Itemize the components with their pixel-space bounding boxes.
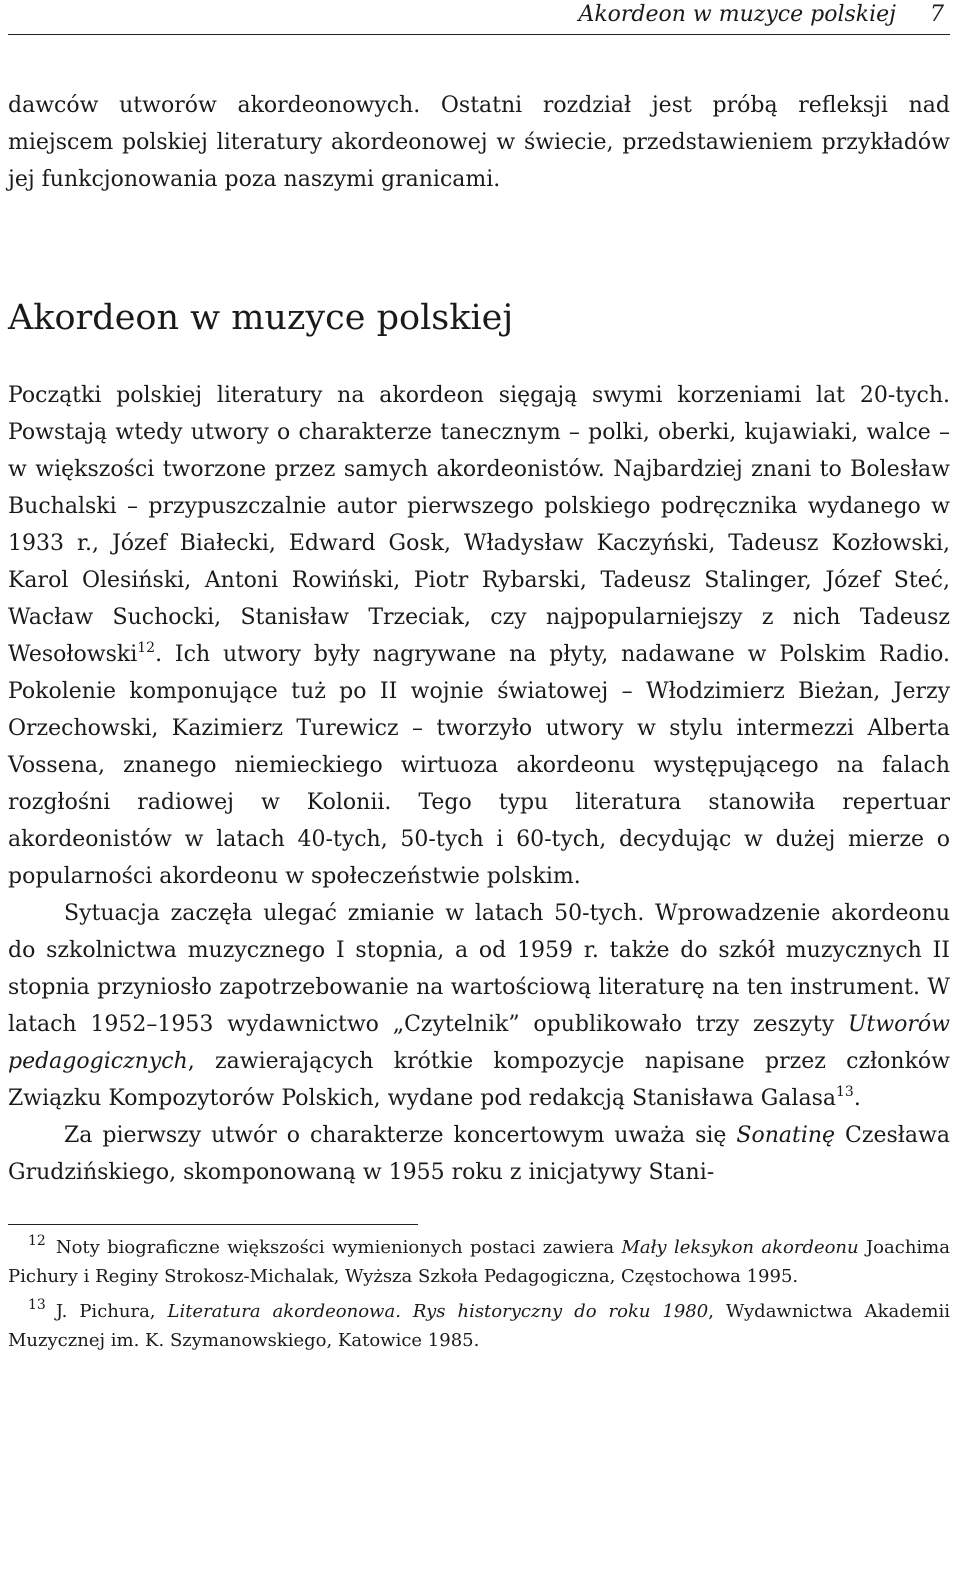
footnote-text-after: Joachima Pichury i Reginy Strokosz-Michalak, Wyższa Szkoła Pedagogiczna, Częstochowa 1995.	[8, 1237, 950, 1287]
footnote-text: J. Pichura,	[55, 1301, 168, 1322]
intro-paragraph: dawców utworów akordeonowych. Ostatni rozdział jest próbą refleksji nad miejscem polskiej literatury akordeonowej w świecie, przedstawieniem przykładów jej funkcjonowania poza naszymi granicami.	[8, 93, 950, 192]
paragraph-2-text-after: , zawierających krótkie kompozycje napisane przez członków Związku Kompozytorów Polskich, wydane pod redakcją Stanisława Galasa	[8, 1049, 950, 1111]
paragraph-2	[8, 895, 950, 1117]
footnotes	[8, 1233, 950, 1355]
footnote-text-after: , Wydawnictwa Akademii Muzycznej im. K. Szymanowskiego, Katowice 1985.	[8, 1301, 950, 1351]
paragraph-3-text-after: Czesława Grudzińskiego, skomponowaną w 1955 roku z inicjatywy Stani-	[8, 1123, 950, 1185]
page	[8, 0, 950, 1361]
footnote-13	[8, 1297, 950, 1355]
footnote-italic: Mały leksykon akordeonu	[621, 1237, 859, 1258]
paragraph-2-text: Sytuacja zaczęła ulegać zmianie w latach 50-tych. Wprowadzenie akordeonu do szkolnictwa muzycznego I stopnia, a od 1959 r. także do szkół muzycznych II stopnia przyniosło zapotrzebowanie na wartościową literaturę na ten instrument. W latach 1952–1953 wydawnictwo „Czytelnik” opublikowało trzy zeszyty	[8, 901, 950, 1037]
footnote-12	[8, 1233, 950, 1291]
paragraph-3	[8, 1117, 950, 1191]
paragraph-3-italic-title: Sonatinę	[736, 1123, 836, 1148]
footnote-ref-13[interactable]: 13	[835, 1084, 854, 1100]
footnote-mark: 13	[28, 1297, 46, 1313]
running-header-title: Akordeon w muzyce polskiej	[578, 2, 896, 27]
section-title: Akordeon w muzyce polskiej	[8, 298, 514, 338]
body-text	[8, 87, 950, 1191]
footnote-divider	[8, 1224, 418, 1225]
footnote-mark: 12	[28, 1233, 46, 1249]
paragraph-2-end: .	[853, 1086, 861, 1111]
page-number: 7	[930, 2, 944, 27]
running-header	[8, 0, 950, 35]
footnote-italic: Literatura akordeonowa. Rys historyczny do roku 1980	[167, 1301, 709, 1322]
footnote-text: Noty biograficzne większości wymienionych postaci zawiera	[55, 1237, 622, 1258]
paragraph-2-italic-title: Utworów pedagogicznych	[8, 1012, 950, 1074]
paragraph-1-text-after: . Ich utwory były nagrywane na płyty, nadawane w Polskim Radio. Pokolenie komponujące tuż po II wojnie światowej – Włodzimierz Bieżan, Jerzy Orzechowski, Kazimierz Turewicz – tworzyło utwory w stylu intermezzi Alberta Vossena, znanego niemieckiego wirtuoza akordeonu występującego na falach rozgłośni radiowej w Kolonii. Tego typu literatura stanowiła repertuar akordeonistów w latach 40-tych, 50-tych i 60-tych, decydując w dużej mierze o popularności akordeonu w społeczeństwie polskim.	[8, 642, 950, 889]
paragraph-1-text: Początki polskiej literatury na akordeon sięgają swymi korzeniami lat 20-tych. Powstają wtedy utwory o charakterze tanecznym – polki, oberki, kujawiaki, walce – w większości tworzone przez samych akordeonistów. Najbardziej znani to Bolesław Buchalski – przypuszczalnie autor pierwszego polskiego podręcznika wydanego w 1933 r., Józef Białecki, Edward Gosk, Władysław Kaczyński, Tadeusz Kozłowski, Karol Olesiński, Antoni Rowiński, Piotr Rybarski, Tadeusz Stalinger, Józef Steć, Wacław Suchocki, Stanisław Trzeciak, czy najpopularniejszy z nich Tadeusz Wesołowski	[8, 383, 950, 667]
paragraph-3-text: Za pierwszy utwór o charakterze koncertowym uważa się	[64, 1123, 737, 1148]
footnote-ref-12[interactable]: 12	[137, 640, 156, 656]
paragraph-1	[8, 377, 950, 895]
